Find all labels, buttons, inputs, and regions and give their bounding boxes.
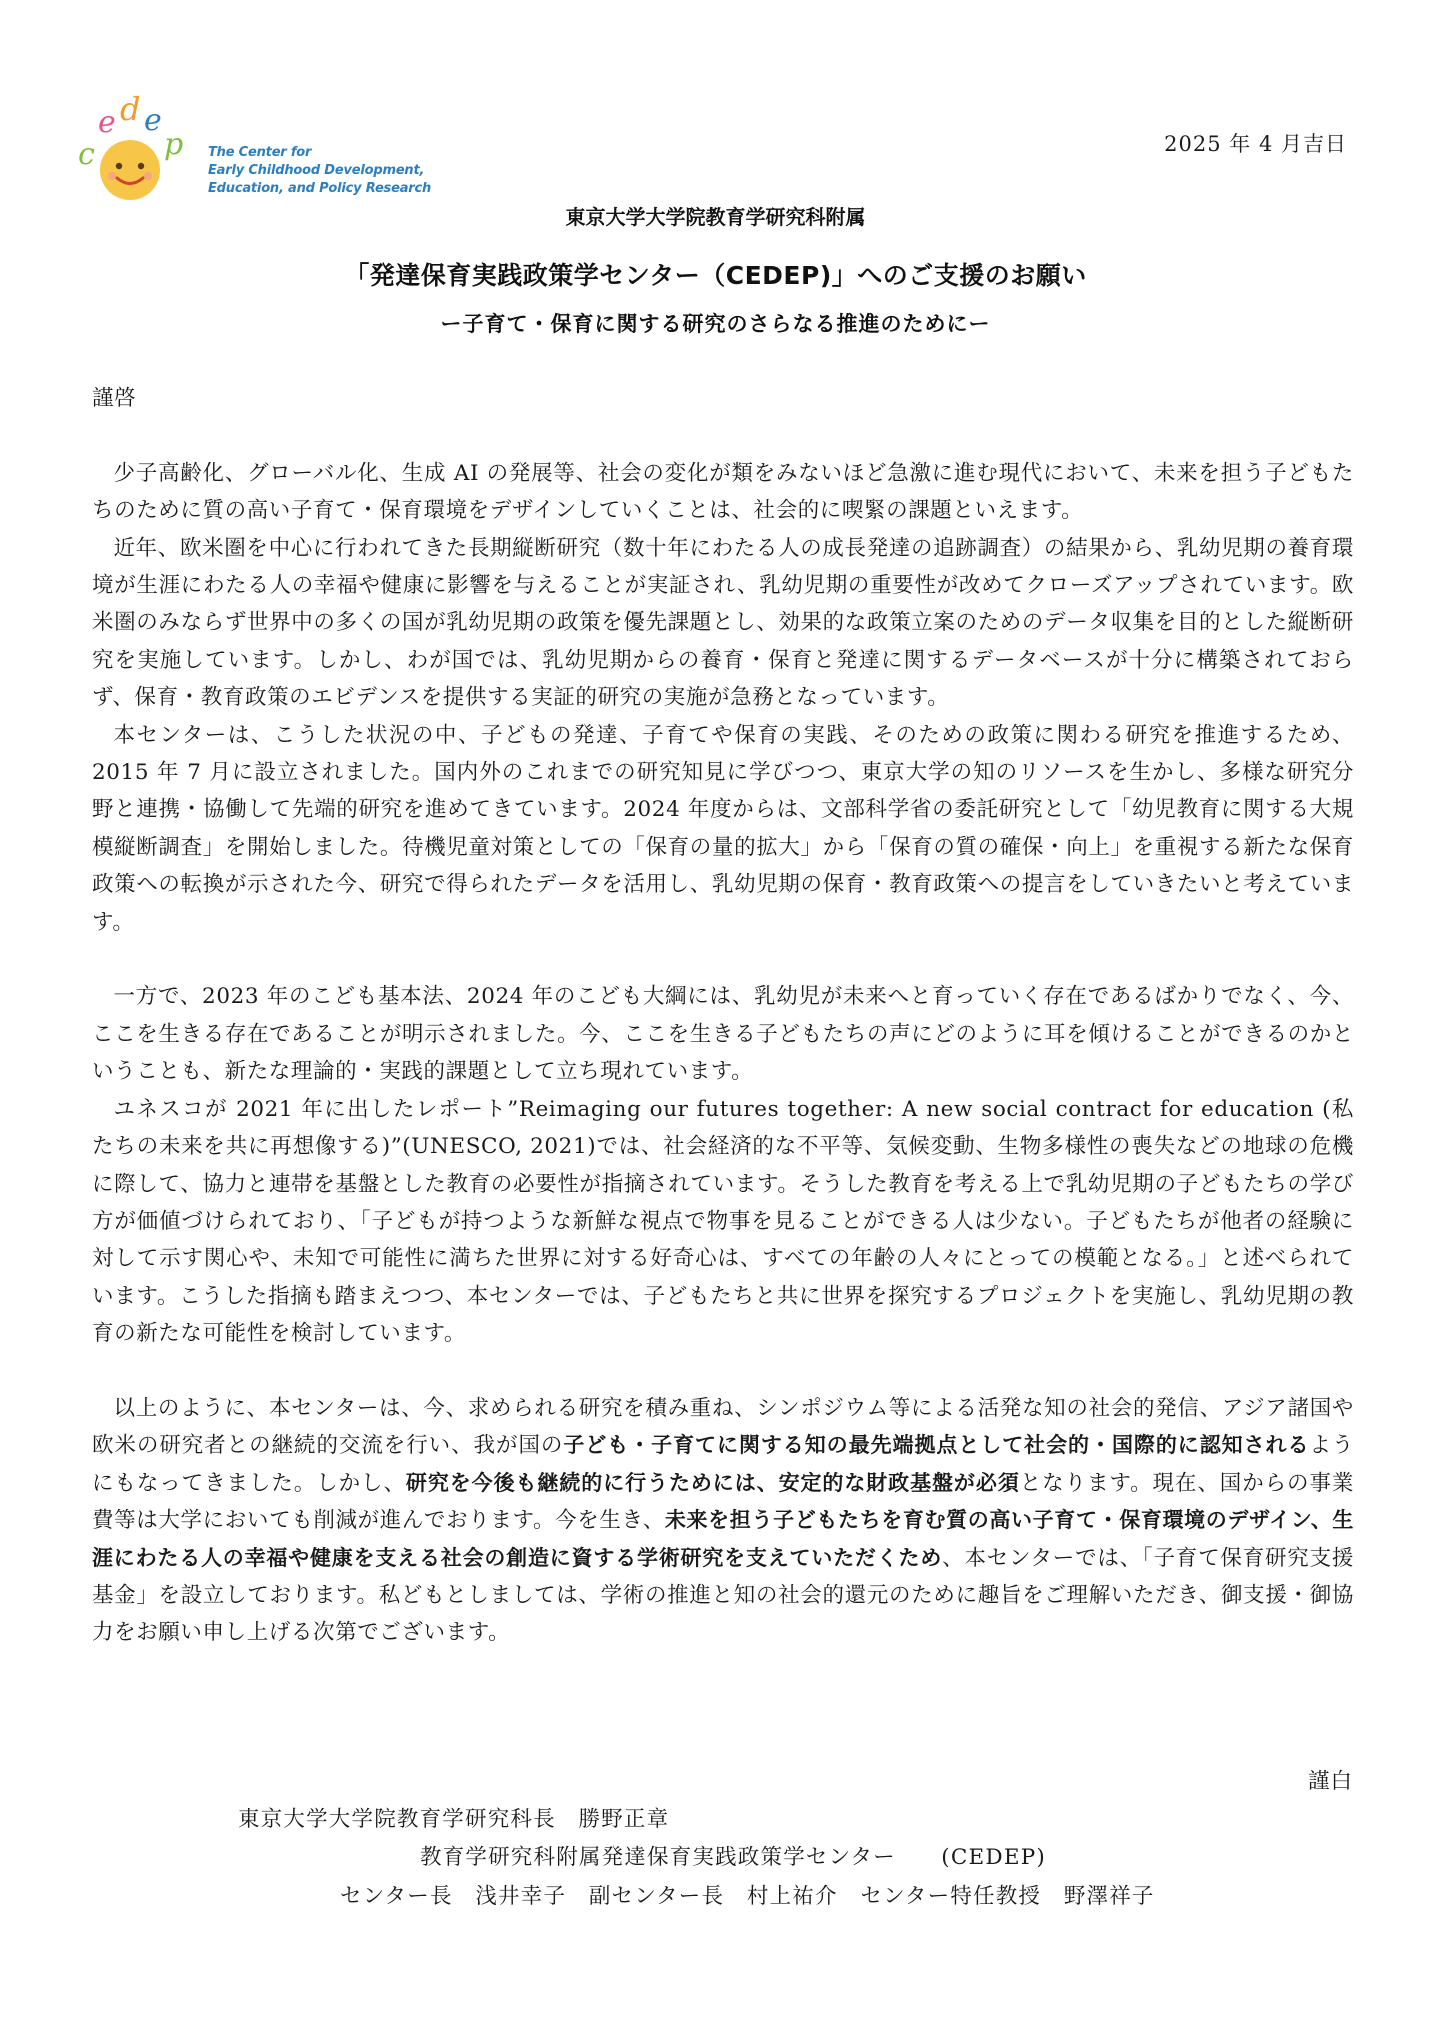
paragraph-6-emphasis: 子ども・子育てに関する知の最先端拠点として社会的・国際的に認知される <box>563 1433 1310 1458</box>
logo-line-2: Early Childhood Development, <box>208 163 425 178</box>
signature-center: 教育学研究科附属発達保育実践政策学センター (CEDEP) <box>420 1845 1046 1870</box>
paragraph-6-text: ようにもなってきました。しかし、 <box>92 1433 1354 1496</box>
letter-date: 2025 年 4 月吉日 <box>1164 132 1347 156</box>
logo-line-3: Education, and Policy Research <box>208 181 432 196</box>
paragraph-6-text: となります。現在、国からの事業費等は大学においても削減が進んでおります。今を生き、 <box>92 1470 1354 1534</box>
paragraph-gap <box>92 1353 1354 1390</box>
paragraph-6-emphasis: 研究を今後も継続的に行うためには、安定的な財政基盤が必須 <box>405 1470 1020 1495</box>
paragraph-gap <box>92 941 1354 978</box>
svg-text:e: e <box>144 103 162 138</box>
paragraph-2: 近年、欧米圏を中心に行われてきた長期縦断研究（数十年にわたる人の成長発達の追跡調査）の結果から、乳幼児期の養育環境が生涯にわたる人の幸福や健康に影響を与えることが実証され、乳幼児期の重要性が改めてクローズアップされています。欧米圏のみならず世界中の多くの国が乳幼児期の政策を優先課題とし、効果的な政策立案のためのデータ収集を目的とした縦断研究を実施しています。しかし、わが国では、乳幼児期からの養育・保育と発達に関するデータベースが十分に構築されておらず、保育・教育政策のエビデンスを提供する実証的研究の実施が急務となっています。 <box>92 535 1354 711</box>
paragraph-6 <box>92 1390 1354 1652</box>
letter-title: 「発達保育実践政策学センター（CEDEP)」へのご支援のお願い <box>344 261 1087 290</box>
paragraph-4: 一方で、2023 年のこども基本法、2024 年のこども大綱には、乳幼児が未来へと育っていく存在であるばかりでなく、今、ここを生きる存在であることが明示されました。今、ここを生きる子どもたちの声にどのように耳を傾けることができるのかということも、新たな理論的・実践的課題として立ち現れています。 <box>92 984 1354 1085</box>
paragraph-3: 本センターは、こうした状況の中、子どもの発達、子育てや保育の実践、そのための政策に関わる研究を推進するため、2015 年 7 月に設立されました。国内外のこれまでの研究知見に学びつつ、東京大学の知のリソースを生かし、多様な研究分野と連携・協働して先端的研究を進めてきています。2024 年度からは、文部科学省の委託研究として「幼児教育に関する大規模縦断調査」を開始しました。待機児童対策としての「保育の量的拡大」から「保育の質の確保・向上」を重視する新たな保育政策への転換が示された今、研究で得られたデータを活用し、乳幼児期の保育・教育政策への提言をしていきたいと考えています。 <box>92 722 1354 935</box>
paragraph-5: ユネスコが 2021 年に出したレポート”Reimaging our futures together: A new social contract for education (私たちの未来を共に再想像する)”(UNESCO, 2021)では、社会経済的な不平等、気候変動、生物多様性の喪失などの地球の危機に際して、協力と連帯を基盤とした教育の必要性が指摘されています。そうした教育を考える上で乳幼児期の子どもたちの学び方が価値づけられており、「子どもが持つような新鮮な視点で物事を見ることができる人は少ない。子どもたちが他者の経験に対して示す関心や、未知で可能性に満ちた世界に対する好奇心は、すべての年齢の人々にとっての模範となる。」と述べられています。こうした指摘も踏まえつつ、本センターでは、子どもたちと共に世界を探究するプロジェクトを実施し、乳幼児期の教育の新たな可能性を検討しています。 <box>92 1096 1354 1347</box>
closing-remark: 謹白 <box>1307 1769 1353 1794</box>
svg-text:p: p <box>164 127 184 162</box>
svg-text:c: c <box>78 137 95 172</box>
signature-directors: センター長 浅井幸子 副センター長 村上祐介 センター特任教授 野澤祥子 <box>340 1884 1155 1909</box>
letter-body <box>92 380 1354 1652</box>
svg-text:d: d <box>120 90 141 128</box>
letter-subtitle: ー子育て・保育に関する研究のさらなる推進のためにー <box>440 312 991 336</box>
paragraph-1: 少子高齢化、グローバル化、生成 AI の発展等、社会の変化が類をみないほど急激に進む現代において、未来を担う子どもたちのために質の高い子育て・保育環境をデザインしていくことは、社会的に喫緊の課題といえます。 <box>92 460 1354 524</box>
greeting: 謹啓 <box>92 386 137 411</box>
signature-dean: 東京大学大学院教育学研究科長 勝野正章 <box>238 1807 670 1832</box>
affiliation-heading: 東京大学大学院教育学研究科附属 <box>565 205 866 229</box>
paragraph-6-text: 、本センターでは、「子育て保育研究支援基金」を設立しております。私どもとしましては、学術の推進と知の社会的還元のために趣旨をご理解いただき、御支援・御協力をお願い申し上げる次第でございます。 <box>92 1545 1355 1646</box>
logo-line-1: The Center for <box>208 145 312 160</box>
svg-text:e: e <box>98 105 116 140</box>
logo-caption <box>208 144 448 198</box>
cedep-logo-mark <box>70 90 210 210</box>
paragraph-6-text: 以上のように、本センターは、今、求められる研究を積み重ね、シンポジウム等による活発な知の社会的発信、アジア諸国や欧米の研究者との継続的交流を行い、我が国の <box>92 1395 1354 1459</box>
paragraph-6-emphasis: 未来を担う子どもたちを育む質の高い子育て・保育環境のデザイン、生涯にわたる人の幸福や健康を支える社会の創造に資する学術研究を支えていただくため <box>92 1508 1354 1570</box>
